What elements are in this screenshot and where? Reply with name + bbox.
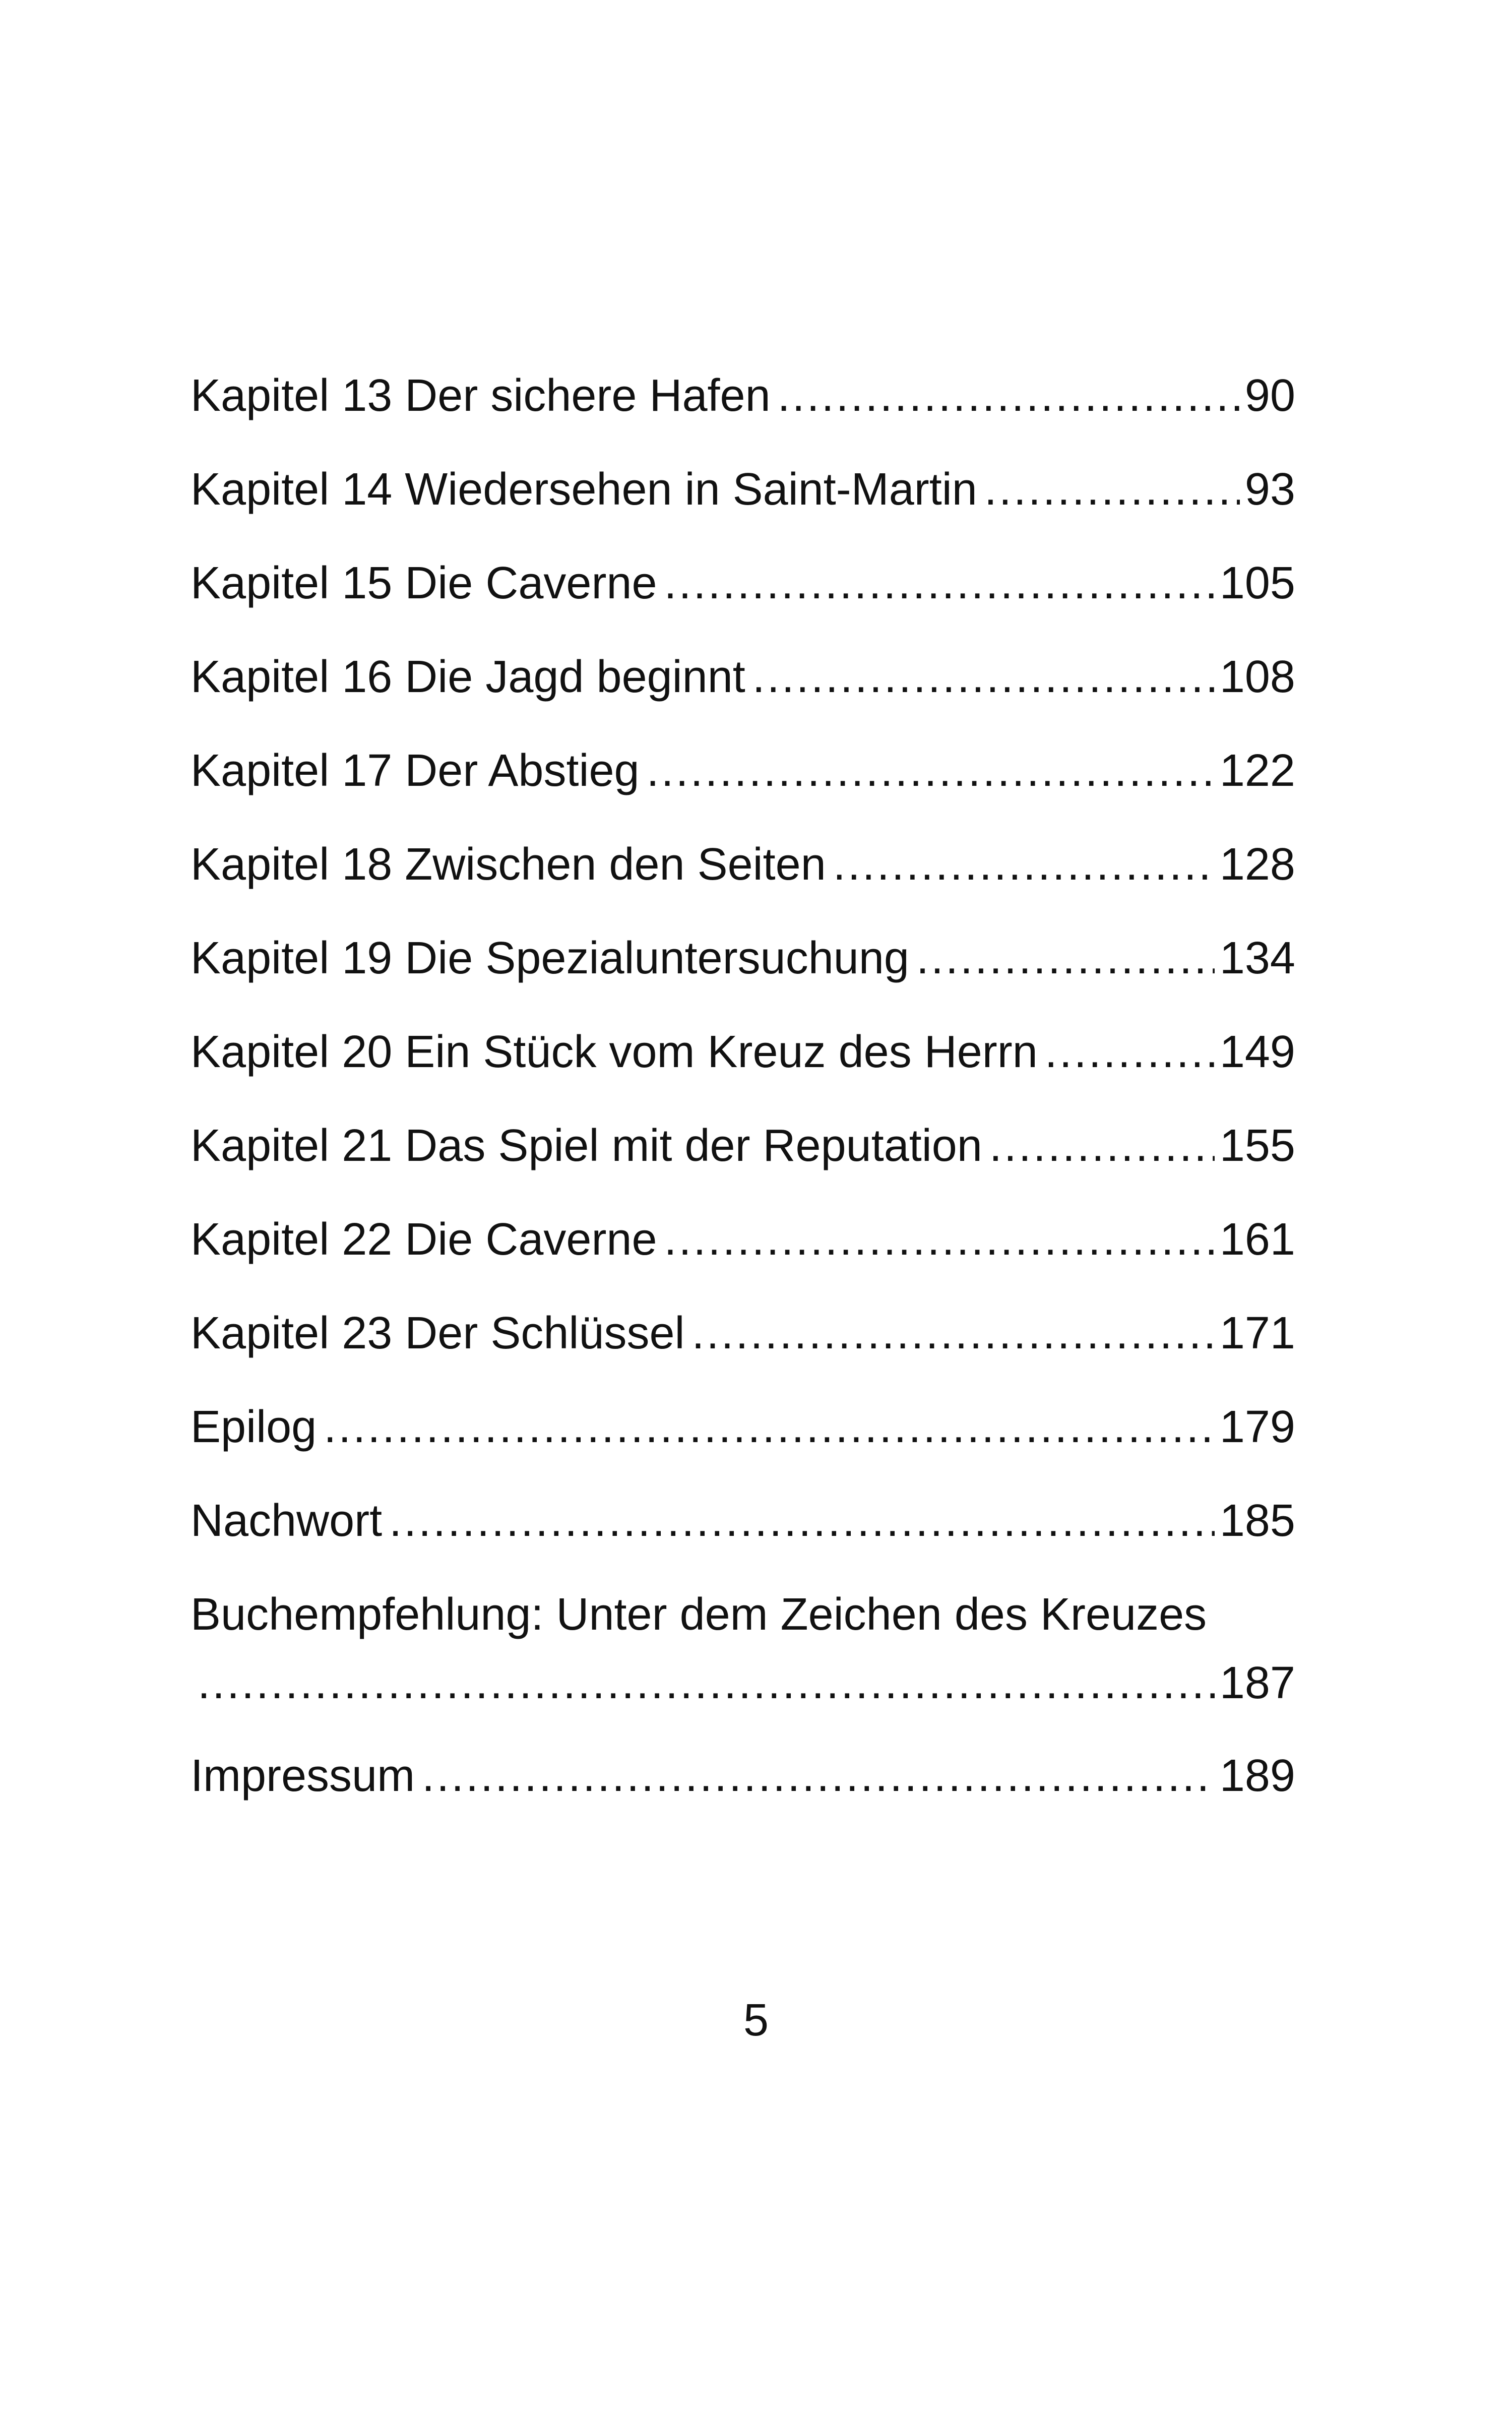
toc-entry-title: Epilog (191, 1402, 317, 1452)
toc-entry-continuation (191, 1653, 1295, 1713)
toc-entry[interactable] (191, 1022, 1295, 1115)
toc-entry-page: 189 (1219, 1751, 1295, 1801)
toc-dot-leader (389, 1491, 1215, 1551)
toc-entry[interactable] (191, 740, 1295, 834)
toc-entry-title: Kapitel 16 Die Jagd beginnt (191, 652, 745, 702)
toc-entry-page: 155 (1219, 1121, 1295, 1171)
toc-entry[interactable] (191, 1397, 1295, 1491)
toc-dot-leader (778, 365, 1240, 426)
toc-entry[interactable] (191, 834, 1295, 928)
toc-entry[interactable] (191, 1303, 1295, 1397)
toc-entry-title: Kapitel 14 Wiedersehen in Saint-Martin (191, 464, 977, 515)
toc-entry-page: 187 (1219, 1658, 1295, 1708)
toc-dot-leader (692, 1303, 1215, 1364)
toc-entry-page: 171 (1219, 1308, 1295, 1358)
toc-entry-title: Kapitel 19 Die Spezialuntersuchung (191, 933, 909, 983)
toc-entry[interactable] (191, 928, 1295, 1022)
toc-dot-leader (664, 553, 1215, 613)
toc-dot-leader (916, 928, 1215, 988)
toc-dot-leader (422, 1746, 1215, 1806)
toc-dot-leader (647, 740, 1215, 801)
toc-entry-title: Kapitel 15 Die Caverne (191, 558, 657, 608)
toc-entry[interactable] (191, 1209, 1295, 1303)
toc-entry[interactable] (191, 553, 1295, 647)
toc-dot-leader (989, 1115, 1215, 1176)
toc-entry[interactable] (191, 1584, 1295, 1746)
toc-entry[interactable] (191, 365, 1295, 459)
toc-entry-page: 90 (1244, 370, 1295, 421)
toc-entry[interactable] (191, 1491, 1295, 1584)
toc-dot-leader (833, 834, 1215, 895)
toc-entry-page: 128 (1219, 839, 1295, 890)
toc-entry-title: Kapitel 23 Der Schlüssel (191, 1308, 685, 1358)
toc-entry-page: 134 (1219, 933, 1295, 983)
toc-entry-page: 185 (1219, 1496, 1295, 1546)
toc-entry-page: 93 (1244, 464, 1295, 515)
toc-dot-leader (752, 647, 1215, 707)
toc-dot-leader (324, 1397, 1215, 1457)
toc-entry-title: Impressum (191, 1751, 415, 1801)
toc-dot-leader (191, 1653, 1215, 1713)
toc-entry[interactable] (191, 1746, 1295, 1839)
page-number: 5 (743, 1995, 769, 2046)
toc-entry-page: 149 (1219, 1027, 1295, 1077)
toc-entry-title: Kapitel 13 Der sichere Hafen (191, 370, 771, 421)
toc-entry[interactable] (191, 1115, 1295, 1209)
toc-entry-title: Nachwort (191, 1496, 383, 1546)
toc-entry-page: 161 (1219, 1214, 1295, 1265)
toc-dot-leader (1045, 1022, 1215, 1082)
toc-entry[interactable] (191, 459, 1295, 553)
toc-entry-title: Kapitel 20 Ein Stück vom Kreuz des Herrn (191, 1027, 1038, 1077)
toc-entry-page: 179 (1219, 1402, 1295, 1452)
table-of-contents (191, 365, 1295, 1839)
toc-entry-page: 105 (1219, 558, 1295, 608)
toc-entry[interactable] (191, 647, 1295, 740)
toc-entry-page: 122 (1219, 746, 1295, 796)
toc-entry-page: 108 (1219, 652, 1295, 702)
toc-entry-title: Kapitel 17 Der Abstieg (191, 746, 640, 796)
toc-entry-title: Buchempfehlung: Unter dem Zeichen des Kreuzes (191, 1589, 1207, 1640)
toc-dot-leader (984, 459, 1240, 520)
toc-entry-title: Kapitel 21 Das Spiel mit der Reputation (191, 1121, 982, 1171)
toc-dot-leader (664, 1209, 1215, 1270)
toc-entry-title: Kapitel 18 Zwischen den Seiten (191, 839, 826, 890)
toc-entry-title: Kapitel 22 Die Caverne (191, 1214, 657, 1265)
